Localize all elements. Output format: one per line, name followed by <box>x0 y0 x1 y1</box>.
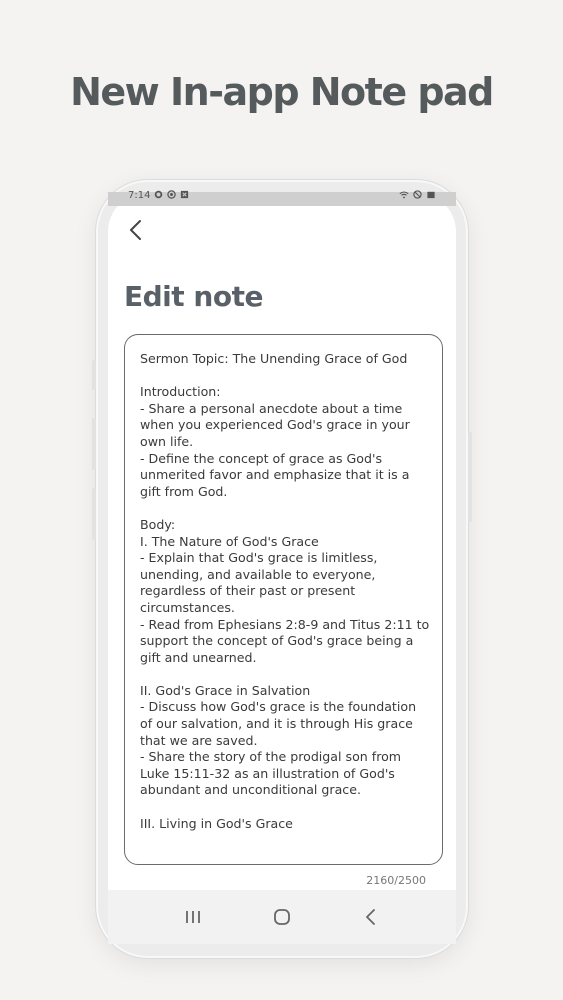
wifi-icon <box>399 190 409 202</box>
notification-icon <box>180 190 189 202</box>
settings-icon <box>154 190 163 202</box>
back-button[interactable] <box>122 216 150 244</box>
recent-apps-button[interactable] <box>173 902 213 932</box>
page-title: Edit note <box>124 280 263 313</box>
status-bar <box>108 192 456 206</box>
do-not-disturb-icon <box>413 190 422 202</box>
back-icon <box>364 908 378 926</box>
navigation-bar <box>108 890 456 944</box>
home-button[interactable] <box>262 902 302 932</box>
status-time: 7:14 <box>128 190 151 201</box>
nav-back-button[interactable] <box>351 902 391 932</box>
phone-side-button <box>92 360 96 390</box>
phone-power-button <box>468 432 472 522</box>
note-text-area[interactable]: Sermon Topic: The Unending Grace of God Introduction: - Share a personal anecdote about a time when you experienced God's grace in your own life. - Define the concept of grace as God's unmerited favor and emphasize that it is a gift from God. Body: I. The Nature of God's Grace - Explain that God's grace is limitless, unending, and available to everyone, regardless of their past or present circumstances. - Read from Ephesians 2:8-9 and Titus 2:11 to support the concept of God's grace being a gift and unearned. II. God's Grace in Salvation - Discuss how God's grace is the foundation of our salvation, and it is through His grace that we are saved. - Share the story of the prodigal son from Luke 15:11-32 as an illustration of God's abundant and unconditional grace. III. Living in God's Grace <box>140 351 430 831</box>
chevron-left-icon <box>128 219 144 241</box>
battery-icon <box>426 190 436 202</box>
phone-screen <box>108 192 456 944</box>
promo-title: New In-app Note pad <box>70 70 493 114</box>
at-icon <box>167 190 176 202</box>
home-icon <box>273 908 291 926</box>
phone-side-button <box>92 418 96 470</box>
phone-side-button <box>92 488 96 540</box>
phone-frame <box>96 180 468 958</box>
recent-apps-icon <box>184 909 202 925</box>
note-editor[interactable] <box>124 334 443 865</box>
character-counter: 2160/2500 <box>366 874 426 887</box>
